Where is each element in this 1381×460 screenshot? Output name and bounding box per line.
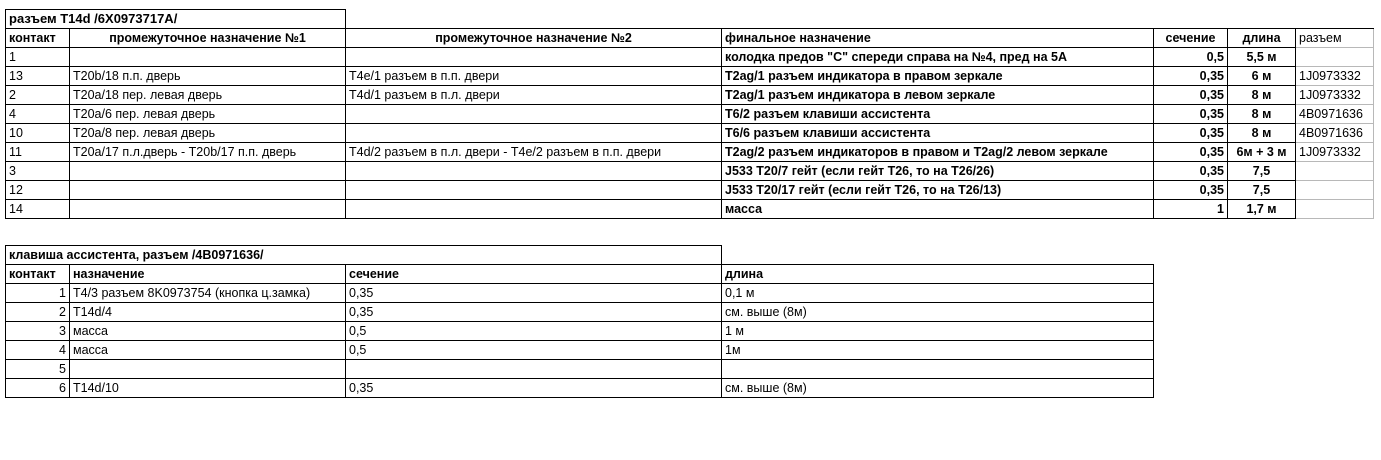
header-final: финальное назначение [722, 29, 1154, 48]
table-row [6, 341, 1154, 360]
header-section: сечение [1154, 29, 1228, 48]
assistant-key-table [5, 245, 1154, 398]
cell-inter1: T20a/18 пер. левая дверь [70, 86, 346, 105]
cell-contact: 4 [6, 341, 70, 360]
table-row [6, 105, 1374, 124]
cell-inter2 [346, 162, 722, 181]
cell-final: T6/2 разъем клавиши ассистента [722, 105, 1154, 124]
cell-destination: масса [70, 322, 346, 341]
cell-inter2 [346, 124, 722, 143]
cell-inter2 [346, 105, 722, 124]
table-row [6, 379, 1154, 398]
table2-header-row [6, 265, 1154, 284]
table-row [6, 86, 1374, 105]
cell-destination: масса [70, 341, 346, 360]
header-connector: разъем [1296, 29, 1374, 48]
cell-section: 0,35 [346, 379, 722, 398]
header-length: длина [1228, 29, 1296, 48]
cell-contact: 4 [6, 105, 70, 124]
cell-length: 8 м [1228, 105, 1296, 124]
table-row [6, 143, 1374, 162]
cell-length: см. выше (8м) [722, 379, 1154, 398]
cell-contact: 12 [6, 181, 70, 200]
cell-length: 8 м [1228, 86, 1296, 105]
cell-destination [70, 360, 346, 379]
cell-connector [1296, 200, 1374, 219]
cell-inter2: T4e/1 разъем в п.п. двери [346, 67, 722, 86]
table1-title: разъем T14d /6X0973717A/ [6, 10, 346, 29]
cell-section: 0,35 [1154, 124, 1228, 143]
cell-length: 7,5 [1228, 181, 1296, 200]
cell-section: 0,5 [1154, 48, 1228, 67]
cell-inter1 [70, 48, 346, 67]
cell-section: 0,5 [346, 322, 722, 341]
cell-length: 1,7 м [1228, 200, 1296, 219]
table-row [6, 322, 1154, 341]
table-row [6, 284, 1154, 303]
cell-inter2 [346, 181, 722, 200]
header-length: длина [722, 265, 1154, 284]
cell-destination: T14d/4 [70, 303, 346, 322]
cell-contact: 11 [6, 143, 70, 162]
cell-final: J533 T20/7 гейт (если гейт T26, то на T26/26) [722, 162, 1154, 181]
cell-destination: T14d/10 [70, 379, 346, 398]
cell-connector: 1J0973332 [1296, 86, 1374, 105]
cell-section: 1 [1154, 200, 1228, 219]
cell-final: T2ag/2 разъем индикаторов в правом и T2ag/2 левом зеркале [722, 143, 1154, 162]
cell-destination: T4/3 разъем 8K0973754 (кнопка ц.замка) [70, 284, 346, 303]
cell-section: 0,35 [346, 284, 722, 303]
cell-connector [1296, 181, 1374, 200]
header-intermediate-1: промежуточное назначение №1 [70, 29, 346, 48]
cell-inter2: T4d/2 разъем в п.л. двери - T4e/2 разъем в п.п. двери [346, 143, 722, 162]
cell-connector: 4B0971636 [1296, 124, 1374, 143]
table-row [6, 124, 1374, 143]
table-row [6, 48, 1374, 67]
cell-final: T6/6 разъем клавиши ассистента [722, 124, 1154, 143]
cell-inter1 [70, 162, 346, 181]
header-contact: контакт [6, 265, 70, 284]
cell-final: J533 T20/17 гейт (если гейт T26, то на T26/13) [722, 181, 1154, 200]
table-row [6, 303, 1154, 322]
table-row [6, 67, 1374, 86]
cell-contact: 3 [6, 162, 70, 181]
cell-section: 0,5 [346, 341, 722, 360]
cell-inter2 [346, 200, 722, 219]
cell-connector: 1J0973332 [1296, 143, 1374, 162]
cell-contact: 5 [6, 360, 70, 379]
cell-section: 0,35 [1154, 162, 1228, 181]
cell-section: 0,35 [1154, 86, 1228, 105]
table-row [6, 360, 1154, 379]
cell-section: 0,35 [1154, 105, 1228, 124]
cell-length: 0,1 м [722, 284, 1154, 303]
cell-length [722, 360, 1154, 379]
table-row [6, 200, 1374, 219]
cell-inter1: T20a/17 п.л.дверь - T20b/17 п.п. дверь [70, 143, 346, 162]
cell-inter1: T20a/6 пер. левая дверь [70, 105, 346, 124]
cell-contact: 10 [6, 124, 70, 143]
cell-length: 5,5 м [1228, 48, 1296, 67]
cell-length: 6м + 3 м [1228, 143, 1296, 162]
cell-inter2 [346, 48, 722, 67]
cell-inter1: T20a/8 пер. левая дверь [70, 124, 346, 143]
cell-section [346, 360, 722, 379]
table-row [6, 162, 1374, 181]
cell-contact: 2 [6, 86, 70, 105]
table1-header-row [6, 29, 1374, 48]
header-contact: контакт [6, 29, 70, 48]
header-destination: назначение [70, 265, 346, 284]
connector-t14d-table [5, 9, 1374, 219]
cell-inter1: T20b/18 п.п. дверь [70, 67, 346, 86]
cell-length: 7,5 [1228, 162, 1296, 181]
cell-contact: 13 [6, 67, 70, 86]
cell-final: масса [722, 200, 1154, 219]
cell-length: 8 м [1228, 124, 1296, 143]
table2-title: клавиша ассистента, разъем /4B0971636/ [6, 246, 722, 265]
cell-inter1 [70, 181, 346, 200]
cell-contact: 1 [6, 48, 70, 67]
cell-section: 0,35 [1154, 181, 1228, 200]
cell-length: 1 м [722, 322, 1154, 341]
cell-contact: 1 [6, 284, 70, 303]
cell-connector [1296, 48, 1374, 67]
cell-section: 0,35 [1154, 67, 1228, 86]
table2-title-row [6, 246, 1154, 265]
table1-title-row [6, 10, 1374, 29]
header-intermediate-2: промежуточное назначение №2 [346, 29, 722, 48]
cell-inter1 [70, 200, 346, 219]
cell-section: 0,35 [346, 303, 722, 322]
cell-length: 1м [722, 341, 1154, 360]
cell-final: T2ag/1 разъем индикатора в левом зеркале [722, 86, 1154, 105]
cell-connector: 4B0971636 [1296, 105, 1374, 124]
cell-connector [1296, 162, 1374, 181]
cell-final: T2ag/1 разъем индикатора в правом зеркале [722, 67, 1154, 86]
cell-contact: 3 [6, 322, 70, 341]
cell-contact: 14 [6, 200, 70, 219]
cell-contact: 2 [6, 303, 70, 322]
cell-inter2: T4d/1 разъем в п.л. двери [346, 86, 722, 105]
cell-connector: 1J0973332 [1296, 67, 1374, 86]
cell-length: см. выше (8м) [722, 303, 1154, 322]
cell-final: колодка предов "С" спереди справа на №4, пред на 5А [722, 48, 1154, 67]
cell-length: 6 м [1228, 67, 1296, 86]
cell-section: 0,35 [1154, 143, 1228, 162]
table-row [6, 181, 1374, 200]
cell-contact: 6 [6, 379, 70, 398]
header-section: сечение [346, 265, 722, 284]
